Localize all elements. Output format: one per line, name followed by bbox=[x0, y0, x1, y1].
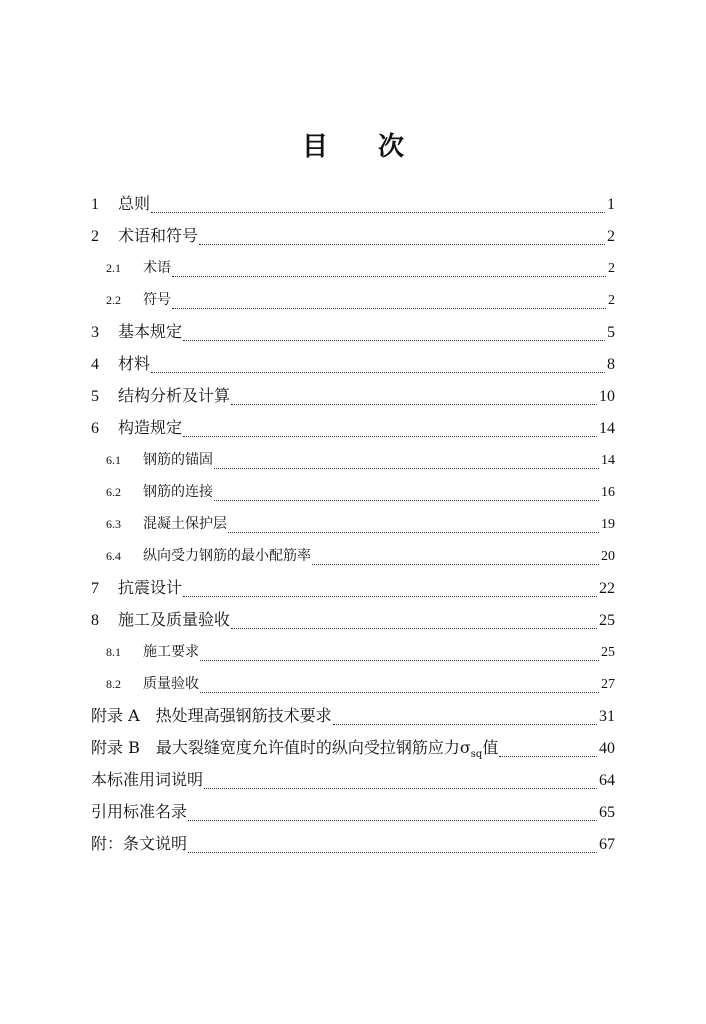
toc-page: 2 bbox=[608, 261, 615, 276]
toc-entry[interactable] bbox=[91, 348, 615, 380]
toc-number: 6.3 bbox=[106, 517, 121, 531]
toc-page: 20 bbox=[601, 549, 615, 564]
toc-subentry[interactable] bbox=[106, 476, 615, 508]
toc-leader bbox=[204, 768, 597, 789]
toc-page: 65 bbox=[599, 804, 615, 821]
toc-label-suffix: 值 bbox=[482, 738, 499, 757]
toc-leader bbox=[188, 800, 597, 821]
toc-label: 附：条文说明 bbox=[91, 834, 188, 853]
toc-label: 基本规定 bbox=[118, 322, 183, 341]
toc-page: 25 bbox=[599, 612, 615, 629]
toc-leader bbox=[188, 832, 597, 853]
toc-label: 施工要求 bbox=[143, 644, 199, 660]
toc-leader bbox=[151, 352, 605, 373]
toc-page: 1 bbox=[607, 196, 615, 213]
toc-entry[interactable] bbox=[91, 188, 615, 220]
toc-leader bbox=[214, 480, 599, 501]
toc-leader bbox=[333, 704, 597, 725]
toc-page: 2 bbox=[608, 293, 615, 308]
toc-page: 25 bbox=[601, 645, 615, 660]
toc-leader bbox=[499, 736, 597, 757]
toc-page: 64 bbox=[599, 772, 615, 789]
toc-label: 纵向受力钢筋的最小配筋率 bbox=[143, 548, 311, 564]
toc-label: 符号 bbox=[143, 292, 171, 308]
toc-page: 2 bbox=[607, 228, 615, 245]
toc-number: 8.2 bbox=[106, 677, 121, 691]
toc-leader bbox=[200, 640, 599, 661]
toc-number: 6.4 bbox=[106, 549, 121, 563]
toc-entry[interactable] bbox=[91, 828, 615, 860]
page-title bbox=[0, 126, 706, 163]
toc-label: 结构分析及计算 bbox=[118, 386, 231, 405]
toc-label: 引用标准名录 bbox=[91, 802, 188, 821]
toc-leader bbox=[214, 448, 599, 469]
toc-subentry[interactable] bbox=[106, 540, 615, 572]
toc-number: 8 bbox=[91, 612, 99, 629]
toc-subentry[interactable] bbox=[106, 636, 615, 668]
toc-appendix-number: 附录 B bbox=[91, 738, 140, 757]
toc-label: 本标准用词说明 bbox=[91, 770, 204, 789]
toc-subentry[interactable] bbox=[106, 444, 615, 476]
toc-subentry[interactable] bbox=[106, 252, 615, 284]
toc-leader bbox=[183, 416, 597, 437]
toc-page: 31 bbox=[599, 708, 615, 725]
toc-entry[interactable] bbox=[91, 412, 615, 444]
toc-entry[interactable] bbox=[91, 604, 615, 636]
toc-entry[interactable] bbox=[91, 220, 615, 252]
toc-entry[interactable] bbox=[91, 796, 615, 828]
toc-label-text: 最大裂缝宽度允许值时的纵向受拉钢筋应力σ bbox=[155, 738, 471, 757]
toc-leader bbox=[151, 192, 605, 213]
title-right-char: 次 bbox=[378, 132, 405, 162]
toc-label-subscript: sq bbox=[470, 749, 483, 761]
toc-leader bbox=[231, 608, 597, 629]
toc-leader bbox=[183, 320, 605, 341]
toc-page: 40 bbox=[599, 740, 615, 757]
toc-page: 14 bbox=[599, 420, 615, 437]
toc-label: 钢筋的连接 bbox=[143, 484, 213, 500]
toc-subentry[interactable] bbox=[106, 508, 615, 540]
toc-leader bbox=[172, 256, 606, 277]
toc-appendix-entry[interactable] bbox=[91, 732, 615, 764]
toc-page: 27 bbox=[601, 677, 615, 692]
toc-label: 材料 bbox=[118, 354, 151, 373]
toc-leader bbox=[183, 576, 597, 597]
toc-entry[interactable] bbox=[91, 380, 615, 412]
toc-label: 热处理高强钢筋技术要求 bbox=[155, 706, 332, 725]
toc-leader bbox=[199, 224, 605, 245]
toc-label: 施工及质量验收 bbox=[118, 610, 231, 629]
toc-leader bbox=[200, 672, 599, 693]
toc-number: 2.2 bbox=[106, 293, 121, 307]
toc-number: 6.1 bbox=[106, 453, 121, 467]
toc-number: 6 bbox=[91, 420, 99, 437]
toc-entry[interactable] bbox=[91, 572, 615, 604]
toc-entry[interactable] bbox=[91, 316, 615, 348]
toc-appendix-entry[interactable] bbox=[91, 700, 615, 732]
toc-leader bbox=[231, 384, 597, 405]
toc-leader bbox=[312, 544, 599, 565]
toc-page: 22 bbox=[599, 580, 615, 597]
toc-label: 钢筋的锚固 bbox=[143, 452, 213, 468]
toc-number: 2 bbox=[91, 228, 99, 245]
title-left-char: 目 bbox=[301, 132, 328, 162]
toc-appendix-number: 附录 A bbox=[91, 706, 140, 725]
toc-number: 2.1 bbox=[106, 261, 121, 275]
toc-number: 3 bbox=[91, 324, 99, 341]
toc-number: 8.1 bbox=[106, 645, 121, 659]
toc-number: 4 bbox=[91, 356, 99, 373]
toc-number: 1 bbox=[91, 196, 99, 213]
toc-number: 5 bbox=[91, 388, 99, 405]
toc-page: 14 bbox=[601, 453, 615, 468]
toc-number: 6.2 bbox=[106, 485, 121, 499]
toc-page: 67 bbox=[599, 836, 615, 853]
toc-page: 16 bbox=[601, 485, 615, 500]
toc-leader bbox=[228, 512, 599, 533]
toc-page: 19 bbox=[601, 517, 615, 532]
toc-label: 总则 bbox=[118, 194, 151, 213]
toc-leader bbox=[172, 288, 606, 309]
toc-label: 抗震设计 bbox=[118, 578, 183, 597]
toc-page: 8 bbox=[607, 356, 615, 373]
toc-label: 构造规定 bbox=[118, 418, 183, 437]
toc-page: 10 bbox=[599, 388, 615, 405]
toc-number: 7 bbox=[91, 580, 99, 597]
toc-label: 术语和符号 bbox=[118, 226, 199, 245]
toc-subentry[interactable] bbox=[106, 284, 615, 316]
toc-label: 混凝土保护层 bbox=[143, 516, 227, 532]
toc-label: 术语 bbox=[143, 260, 171, 276]
toc-subentry[interactable] bbox=[106, 668, 615, 700]
toc-entry[interactable] bbox=[91, 764, 615, 796]
toc-label: 质量验收 bbox=[143, 676, 199, 692]
toc-page: 5 bbox=[607, 324, 615, 341]
